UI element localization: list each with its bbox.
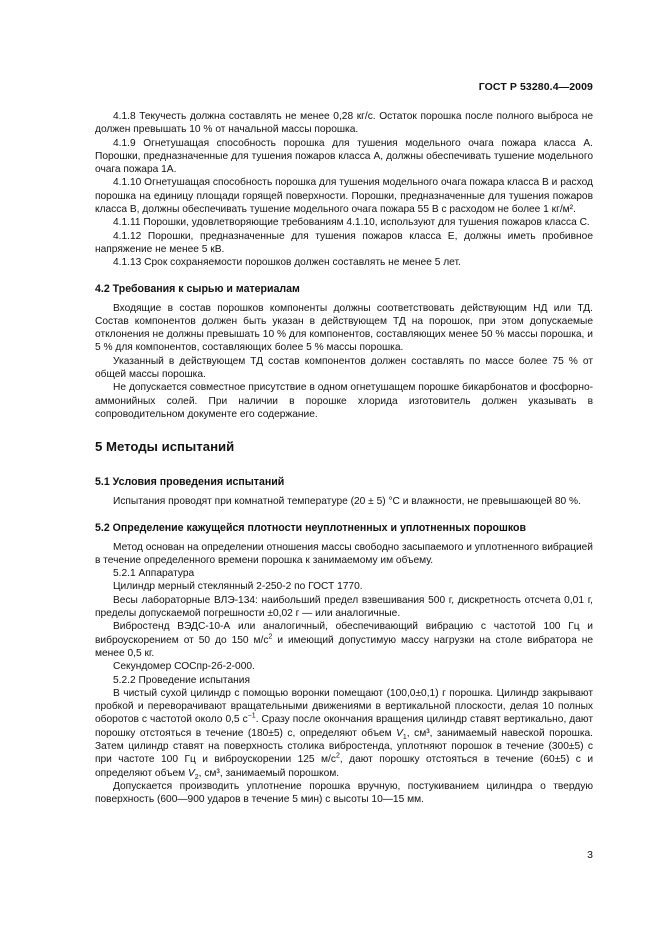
paragraph-4-2-a: Входящие в состав порошков компоненты должны соответствовать действующим НД или ТД. Состав компонентов должен быть указан в действующем ТД на порошок, при этом допускаемые отклонения не должны превышать 10 % для компонентов, составляющих менее 50 % массы порошка, и 5 % для компонентов, составляющих более 5 % массы порошка. bbox=[95, 302, 593, 354]
paragraph-4-1-13: 4.1.13 Срок сохраняемости порошков должен составлять не менее 5 лет. bbox=[113, 257, 461, 269]
paragraph-4-1-11: 4.1.11 Порошки, удовлетворяющие требованиям 4.1.10, используют для тушения пожаров класса С. bbox=[113, 217, 590, 229]
equipment-vibrostand-a: Вибростенд ВЭДС-10-А или аналогичный, обеспечивающий вибрацию с частотой 100 Гц и виброускорением от 50 до 150 м/с bbox=[95, 621, 593, 646]
subscript-2: 2 bbox=[194, 773, 199, 781]
procedure-b: . Сразу после окончания вращения цилиндр ставят вертикально, дают порошку отстояться в течение (180±5) с, определяют объем bbox=[95, 714, 593, 739]
paragraph-5-1: Испытания проводят при комнатной температуре (20 ± 5) °С и влажности, не превышающей 80 %. bbox=[113, 496, 581, 508]
paragraph-4-2-c: Не допускается совместное присутствие в одном огнетушащем порошке бикарбонатов и фосфорно-аммонийных солей. При наличии в порошке хлорида изготовитель должен указывать в сопроводительном документе его содержание. bbox=[95, 382, 593, 420]
paragraph-4-1-12: 4.1.12 Порошки, предназначенные для тушения пожаров класса Е, должны иметь пробивное напряжение не менее 5 кВ. bbox=[95, 230, 593, 255]
symbol-v2: V bbox=[187, 767, 195, 779]
procedure-c: , см³, занимаемый навеской порошка. Затем цилиндр ставят на поверхность столика вибростенда, уплотняют порошок в течение (300±5) с при частоте 100 Гц и виброускорении 125 м/с bbox=[95, 727, 593, 766]
equipment-cylinder: Цилиндр мерный стеклянный 2-250-2 по ГОСТ 1770. bbox=[113, 581, 363, 593]
document-body bbox=[95, 110, 593, 806]
subscript-1: 1 bbox=[402, 733, 407, 741]
heading-5: 5 Методы испытаний bbox=[95, 439, 235, 455]
equipment-vibrostand-b: и имеющий допустимую массу нагрузки на столе вибратора не менее 0,5 кг. bbox=[95, 634, 593, 659]
procedure-d: , дают порошку отстояться в течение (60±5) с и определяют объем bbox=[95, 754, 594, 779]
procedure-e: , см³, занимаемый порошком. bbox=[198, 767, 340, 779]
subheading-5-2-2: 5.2.2 Проведение испытания bbox=[113, 674, 250, 686]
paragraph-4-2-b: Указанный в действующем ТД состав компонентов должен составлять по массе более 75 % от общей массы порошка. bbox=[95, 355, 593, 381]
document-id: ГОСТ Р 53280.4—2009 bbox=[478, 81, 593, 93]
heading-5-2: 5.2 Определение кажущейся плотности неуплотненных и уплотненных порошков bbox=[95, 521, 527, 534]
procedure-a: В чистый сухой цилиндр с помощью воронки помещают (100,0±0,1) г порошка. Цилиндр закрывают пробкой и переворачивают вращательными движениями в вертикальной плоскости, делая 10 полных оборотов с частотой около 0,5 с bbox=[95, 687, 593, 726]
paragraph-4-1-9: 4.1.9 Огнетушащая способность порошка для тушения модельного очага пожара класса А. Порошки, предназначенные для тушения пожаров класса А, должны обеспечивать тушение модельного очага пожара 1А. bbox=[95, 137, 593, 176]
equipment-vibrostand bbox=[95, 620, 593, 660]
paragraph-4-1-8: 4.1.8 Текучесть должна составлять не менее 0,28 кг/с. Остаток порошка после полного выброса не должен превышать 10 % от начальной массы порошка. bbox=[95, 111, 593, 136]
superscript-squared-2: 2 bbox=[335, 752, 340, 760]
paragraph-procedure bbox=[95, 687, 593, 780]
heading-5-1: 5.1 Условия проведения испытаний bbox=[95, 476, 285, 489]
paragraph-4-1-10: 4.1.10 Огнетушащая способность порошка для тушения модельного очага пожара класса В и расход порошка на единицу площади горящей поверхности. Порошки, предназначенные для тушения пожаров класса В, должны обеспечивать тушение модельного очага пожара 55 В с расходом не более 1 кг/м². bbox=[95, 177, 593, 216]
paragraph-5-2-intro: Метод основан на определении отношения массы свободно засыпаемого и уплотненного вибрацией в течение определенного времени порошка к занимаемому им объему. bbox=[95, 541, 593, 566]
equipment-scales: Весы лабораторные ВЛЭ-134: наибольший предел взвешивания 500 г, дискретность отсчета 0,01 г, пределы допускаемой погрешности ±0,02 г — или аналогичные. bbox=[95, 594, 593, 620]
symbol-v1: V bbox=[396, 727, 403, 739]
subheading-5-2-1: 5.2.1 Аппаратура bbox=[113, 568, 195, 580]
heading-4-2: 4.2 Требования к сырью и материалам bbox=[95, 282, 300, 295]
equipment-stopwatch: Секундомер СОСпр-2б-2-000. bbox=[113, 661, 255, 673]
superscript-inverse: −1 bbox=[247, 713, 256, 720]
paragraph-manual: Допускается производить уплотнение порошка вручную, постукиванием цилиндра о твердую поверхность (600—900 ударов в течение 5 мин) с высоты 10—15 мм. bbox=[95, 780, 593, 806]
page-number: 3 bbox=[587, 849, 593, 861]
superscript-squared: 2 bbox=[268, 633, 273, 641]
